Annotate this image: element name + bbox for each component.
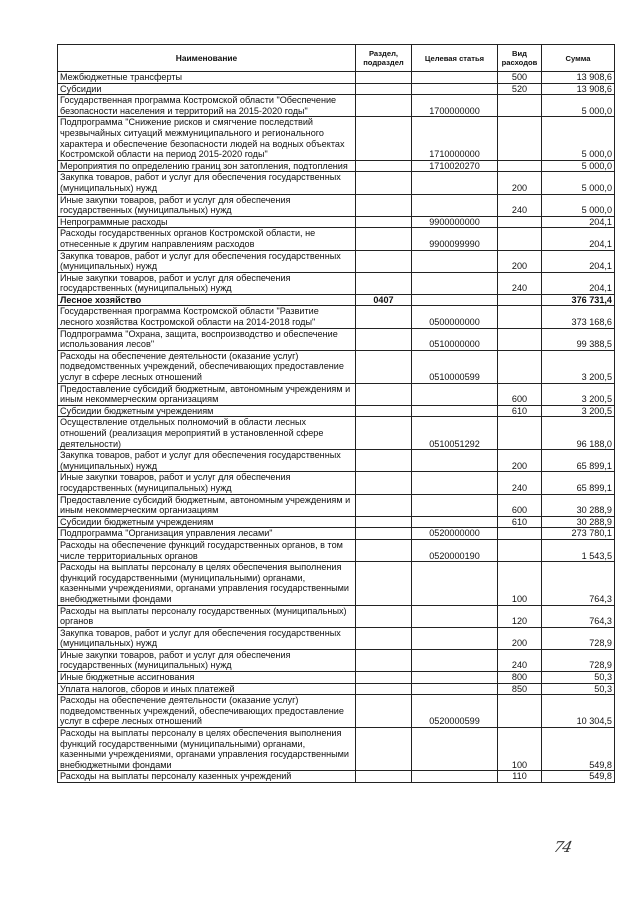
cell-name: Иные бюджетные ассигнования xyxy=(58,672,356,684)
cell-section: 0407 xyxy=(356,294,412,306)
cell-type: 100 xyxy=(498,562,542,605)
cell-target: 0520000599 xyxy=(412,695,498,728)
cell-target: 1710000000 xyxy=(412,117,498,160)
cell-name: Субсидии бюджетным учреждениям xyxy=(58,516,356,528)
cell-sum: 5 000,0 xyxy=(542,172,615,194)
cell-type: 240 xyxy=(498,472,542,494)
cell-name: Субсидии бюджетным учреждениям xyxy=(58,405,356,417)
table-row xyxy=(58,117,615,160)
cell-target xyxy=(412,683,498,695)
cell-section xyxy=(356,216,412,228)
cell-name: Расходы на выплаты персоналу государственных (муниципальных) органов xyxy=(58,605,356,627)
cell-sum: 13 908,6 xyxy=(542,72,615,84)
table-row xyxy=(58,83,615,95)
cell-type xyxy=(498,117,542,160)
cell-sum: 50,3 xyxy=(542,683,615,695)
cell-type: 600 xyxy=(498,494,542,516)
cell-name: Расходы государственных органов Костромской области, не отнесенные к другим направлениям расходов xyxy=(58,228,356,250)
budget-table xyxy=(57,44,615,783)
header-section: Раздел, подраздел xyxy=(356,45,412,72)
cell-target xyxy=(412,250,498,272)
cell-sum: 373 168,6 xyxy=(542,306,615,328)
cell-target xyxy=(412,450,498,472)
table-row xyxy=(58,405,615,417)
cell-section xyxy=(356,649,412,671)
cell-section xyxy=(356,350,412,383)
table-row xyxy=(58,272,615,294)
cell-sum: 5 000,0 xyxy=(542,194,615,216)
cell-sum: 3 200,5 xyxy=(542,383,615,405)
cell-name: Субсидии xyxy=(58,83,356,95)
cell-sum: 728,9 xyxy=(542,649,615,671)
table-row xyxy=(58,771,615,783)
cell-name: Лесное хозяйство xyxy=(58,294,356,306)
cell-sum: 10 304,5 xyxy=(542,695,615,728)
table-row xyxy=(58,562,615,605)
cell-target xyxy=(412,627,498,649)
table-row xyxy=(58,450,615,472)
cell-target xyxy=(412,728,498,771)
table-row xyxy=(58,728,615,771)
cell-section xyxy=(356,627,412,649)
cell-sum: 549,8 xyxy=(542,728,615,771)
cell-name: Закупка товаров, работ и услуг для обеспечения государственных (муниципальных) нужд xyxy=(58,250,356,272)
cell-target: 9900099990 xyxy=(412,228,498,250)
cell-name: Закупка товаров, работ и услуг для обеспечения государственных (муниципальных) нужд xyxy=(58,627,356,649)
cell-sum: 3 200,5 xyxy=(542,405,615,417)
cell-target xyxy=(412,562,498,605)
cell-sum: 5 000,0 xyxy=(542,117,615,160)
cell-name: Подпрограмма "Снижение рисков и смягчение последствий чрезвычайных ситуаций межмуниципального и регионального характера и обеспечение безопасности людей на водных объектах Костромской области на период 2015-2020 годы" xyxy=(58,117,356,160)
cell-type xyxy=(498,294,542,306)
cell-type: 120 xyxy=(498,605,542,627)
cell-name: Непрограммные расходы xyxy=(58,216,356,228)
cell-target: 0520000190 xyxy=(412,539,498,561)
cell-section xyxy=(356,539,412,561)
cell-target: 0520000000 xyxy=(412,528,498,540)
cell-type: 520 xyxy=(498,83,542,95)
cell-target xyxy=(412,272,498,294)
cell-sum: 764,3 xyxy=(542,562,615,605)
cell-section xyxy=(356,605,412,627)
table-row xyxy=(58,605,615,627)
cell-name: Иные закупки товаров, работ и услуг для обеспечения государственных (муниципальных) нужд xyxy=(58,272,356,294)
table-row xyxy=(58,306,615,328)
cell-type: 100 xyxy=(498,728,542,771)
cell-target: 0510051292 xyxy=(412,417,498,450)
cell-target: 9900000000 xyxy=(412,216,498,228)
cell-type: 200 xyxy=(498,627,542,649)
cell-section xyxy=(356,695,412,728)
cell-sum: 204,1 xyxy=(542,272,615,294)
cell-target xyxy=(412,649,498,671)
cell-name: Предоставление субсидий бюджетным, автономным учреждениям и иным некоммерческим организациям xyxy=(58,494,356,516)
cell-sum: 30 288,9 xyxy=(542,516,615,528)
cell-section xyxy=(356,405,412,417)
cell-section xyxy=(356,494,412,516)
cell-section xyxy=(356,528,412,540)
cell-sum: 1 543,5 xyxy=(542,539,615,561)
cell-name: Иные закупки товаров, работ и услуг для обеспечения государственных (муниципальных) нужд xyxy=(58,649,356,671)
table-row xyxy=(58,472,615,494)
cell-type xyxy=(498,95,542,117)
cell-target: 0510000599 xyxy=(412,350,498,383)
cell-target xyxy=(412,516,498,528)
cell-type xyxy=(498,228,542,250)
cell-section xyxy=(356,683,412,695)
cell-name: Расходы на обеспечение деятельности (оказание услуг) подведомственных учреждений, обеспечивающих предоставление услуг в сфере лесных отношений xyxy=(58,695,356,728)
cell-target xyxy=(412,172,498,194)
cell-type: 200 xyxy=(498,450,542,472)
cell-section xyxy=(356,672,412,684)
cell-sum: 65 899,1 xyxy=(542,472,615,494)
cell-section xyxy=(356,450,412,472)
cell-type xyxy=(498,417,542,450)
cell-type xyxy=(498,216,542,228)
cell-target xyxy=(412,83,498,95)
cell-type: 110 xyxy=(498,771,542,783)
cell-name: Государственная программа Костромской области "Обеспечение безопасности населения и территорий на 2015-2020 годы" xyxy=(58,95,356,117)
cell-section xyxy=(356,562,412,605)
cell-name: Закупка товаров, работ и услуг для обеспечения государственных (муниципальных) нужд xyxy=(58,450,356,472)
header-type: Вид расходов xyxy=(498,45,542,72)
table-row xyxy=(58,649,615,671)
cell-section xyxy=(356,172,412,194)
table-row xyxy=(58,328,615,350)
cell-type: 500 xyxy=(498,72,542,84)
cell-type xyxy=(498,328,542,350)
table-row xyxy=(58,294,615,306)
cell-name: Государственная программа Костромской области "Развитие лесного хозяйства Костромской области на 2014-2018 годы" xyxy=(58,306,356,328)
cell-target: 0510000000 xyxy=(412,328,498,350)
cell-type: 610 xyxy=(498,405,542,417)
cell-name: Мероприятия по определению границ зон затопления, подтопления xyxy=(58,160,356,172)
cell-name: Расходы на выплаты персоналу в целях обеспечения выполнения функций государственными (муниципальными) органами, казенными учреждениями, органами управления государственными внебюджетными фондами xyxy=(58,728,356,771)
table-row xyxy=(58,350,615,383)
document-sheet xyxy=(57,44,614,783)
cell-type: 200 xyxy=(498,172,542,194)
cell-type xyxy=(498,528,542,540)
cell-section xyxy=(356,328,412,350)
table-row xyxy=(58,672,615,684)
cell-type: 240 xyxy=(498,194,542,216)
cell-name: Осуществление отдельных полномочий в области лесных отношений (реализация мероприятий в установленной сфере деятельности) xyxy=(58,417,356,450)
cell-section xyxy=(356,417,412,450)
table-row xyxy=(58,494,615,516)
cell-target xyxy=(412,383,498,405)
cell-sum: 204,1 xyxy=(542,228,615,250)
cell-type xyxy=(498,539,542,561)
cell-type: 600 xyxy=(498,383,542,405)
cell-section xyxy=(356,516,412,528)
cell-sum: 204,1 xyxy=(542,216,615,228)
table-body xyxy=(58,72,615,783)
cell-sum: 376 731,4 xyxy=(542,294,615,306)
cell-type: 240 xyxy=(498,649,542,671)
cell-section xyxy=(356,228,412,250)
header-target: Целевая статья xyxy=(412,45,498,72)
table-row xyxy=(58,528,615,540)
table-header-row xyxy=(58,45,615,72)
table-row xyxy=(58,383,615,405)
cell-target: 0500000000 xyxy=(412,306,498,328)
cell-target xyxy=(412,605,498,627)
cell-sum: 5 000,0 xyxy=(542,160,615,172)
table-row xyxy=(58,516,615,528)
header-sum: Сумма xyxy=(542,45,615,72)
table-row xyxy=(58,95,615,117)
cell-sum: 204,1 xyxy=(542,250,615,272)
cell-target: 1700000000 xyxy=(412,95,498,117)
cell-target xyxy=(412,405,498,417)
cell-type xyxy=(498,306,542,328)
cell-section xyxy=(356,728,412,771)
page-number: 74 xyxy=(552,838,574,856)
cell-sum: 549,8 xyxy=(542,771,615,783)
cell-name: Расходы на выплаты персоналу в целях обеспечения выполнения функций государственными (муниципальными) органами, казенными учреждениями, органами управления государственными внебюджетными фондами xyxy=(58,562,356,605)
table-row xyxy=(58,417,615,450)
table-row xyxy=(58,539,615,561)
cell-section xyxy=(356,383,412,405)
cell-sum: 50,3 xyxy=(542,672,615,684)
table-row xyxy=(58,72,615,84)
cell-type: 240 xyxy=(498,272,542,294)
cell-name: Межбюджетные трансферты xyxy=(58,72,356,84)
cell-name: Уплата налогов, сборов и иных платежей xyxy=(58,683,356,695)
cell-sum: 30 288,9 xyxy=(542,494,615,516)
table-row xyxy=(58,228,615,250)
cell-target xyxy=(412,472,498,494)
table-row xyxy=(58,172,615,194)
cell-sum: 764,3 xyxy=(542,605,615,627)
cell-section xyxy=(356,95,412,117)
cell-target xyxy=(412,771,498,783)
cell-sum: 3 200,5 xyxy=(542,350,615,383)
cell-section xyxy=(356,160,412,172)
header-name: Наименование xyxy=(58,45,356,72)
cell-target xyxy=(412,494,498,516)
cell-sum: 96 188,0 xyxy=(542,417,615,450)
cell-type xyxy=(498,160,542,172)
cell-type: 850 xyxy=(498,683,542,695)
cell-type xyxy=(498,695,542,728)
cell-sum: 5 000,0 xyxy=(542,95,615,117)
cell-sum: 728,9 xyxy=(542,627,615,649)
cell-section xyxy=(356,250,412,272)
cell-section xyxy=(356,72,412,84)
cell-section xyxy=(356,194,412,216)
cell-section xyxy=(356,117,412,160)
cell-type: 800 xyxy=(498,672,542,684)
table-row xyxy=(58,160,615,172)
cell-sum: 99 388,5 xyxy=(542,328,615,350)
cell-section xyxy=(356,472,412,494)
cell-name: Закупка товаров, работ и услуг для обеспечения государственных (муниципальных) нужд xyxy=(58,172,356,194)
cell-sum: 13 908,6 xyxy=(542,83,615,95)
cell-target xyxy=(412,194,498,216)
cell-sum: 65 899,1 xyxy=(542,450,615,472)
cell-section xyxy=(356,306,412,328)
cell-section xyxy=(356,83,412,95)
cell-target xyxy=(412,672,498,684)
cell-sum: 273 780,1 xyxy=(542,528,615,540)
table-row xyxy=(58,627,615,649)
cell-section xyxy=(356,272,412,294)
cell-target xyxy=(412,72,498,84)
table-row xyxy=(58,250,615,272)
cell-type xyxy=(498,350,542,383)
table-row xyxy=(58,194,615,216)
cell-name: Предоставление субсидий бюджетным, автономным учреждениям и иным некоммерческим организациям xyxy=(58,383,356,405)
cell-name: Иные закупки товаров, работ и услуг для обеспечения государственных (муниципальных) нужд xyxy=(58,194,356,216)
cell-name: Расходы на обеспечение функций государственных органов, в том числе территориальных органов xyxy=(58,539,356,561)
cell-name: Расходы на выплаты персоналу казенных учреждений xyxy=(58,771,356,783)
table-row xyxy=(58,216,615,228)
cell-section xyxy=(356,771,412,783)
table-row xyxy=(58,695,615,728)
cell-target: 1710020270 xyxy=(412,160,498,172)
cell-target xyxy=(412,294,498,306)
cell-name: Иные закупки товаров, работ и услуг для обеспечения государственных (муниципальных) нужд xyxy=(58,472,356,494)
cell-type: 200 xyxy=(498,250,542,272)
cell-name: Расходы на обеспечение деятельности (оказание услуг) подведомственных учреждений, обеспечивающих предоставление услуг в сфере лесных отношений xyxy=(58,350,356,383)
cell-name: Подпрограмма "Организация управления лесами" xyxy=(58,528,356,540)
table-row xyxy=(58,683,615,695)
cell-type: 610 xyxy=(498,516,542,528)
cell-name: Подпрограмма "Охрана, защита, воспроизводство и обеспечение использования лесов" xyxy=(58,328,356,350)
